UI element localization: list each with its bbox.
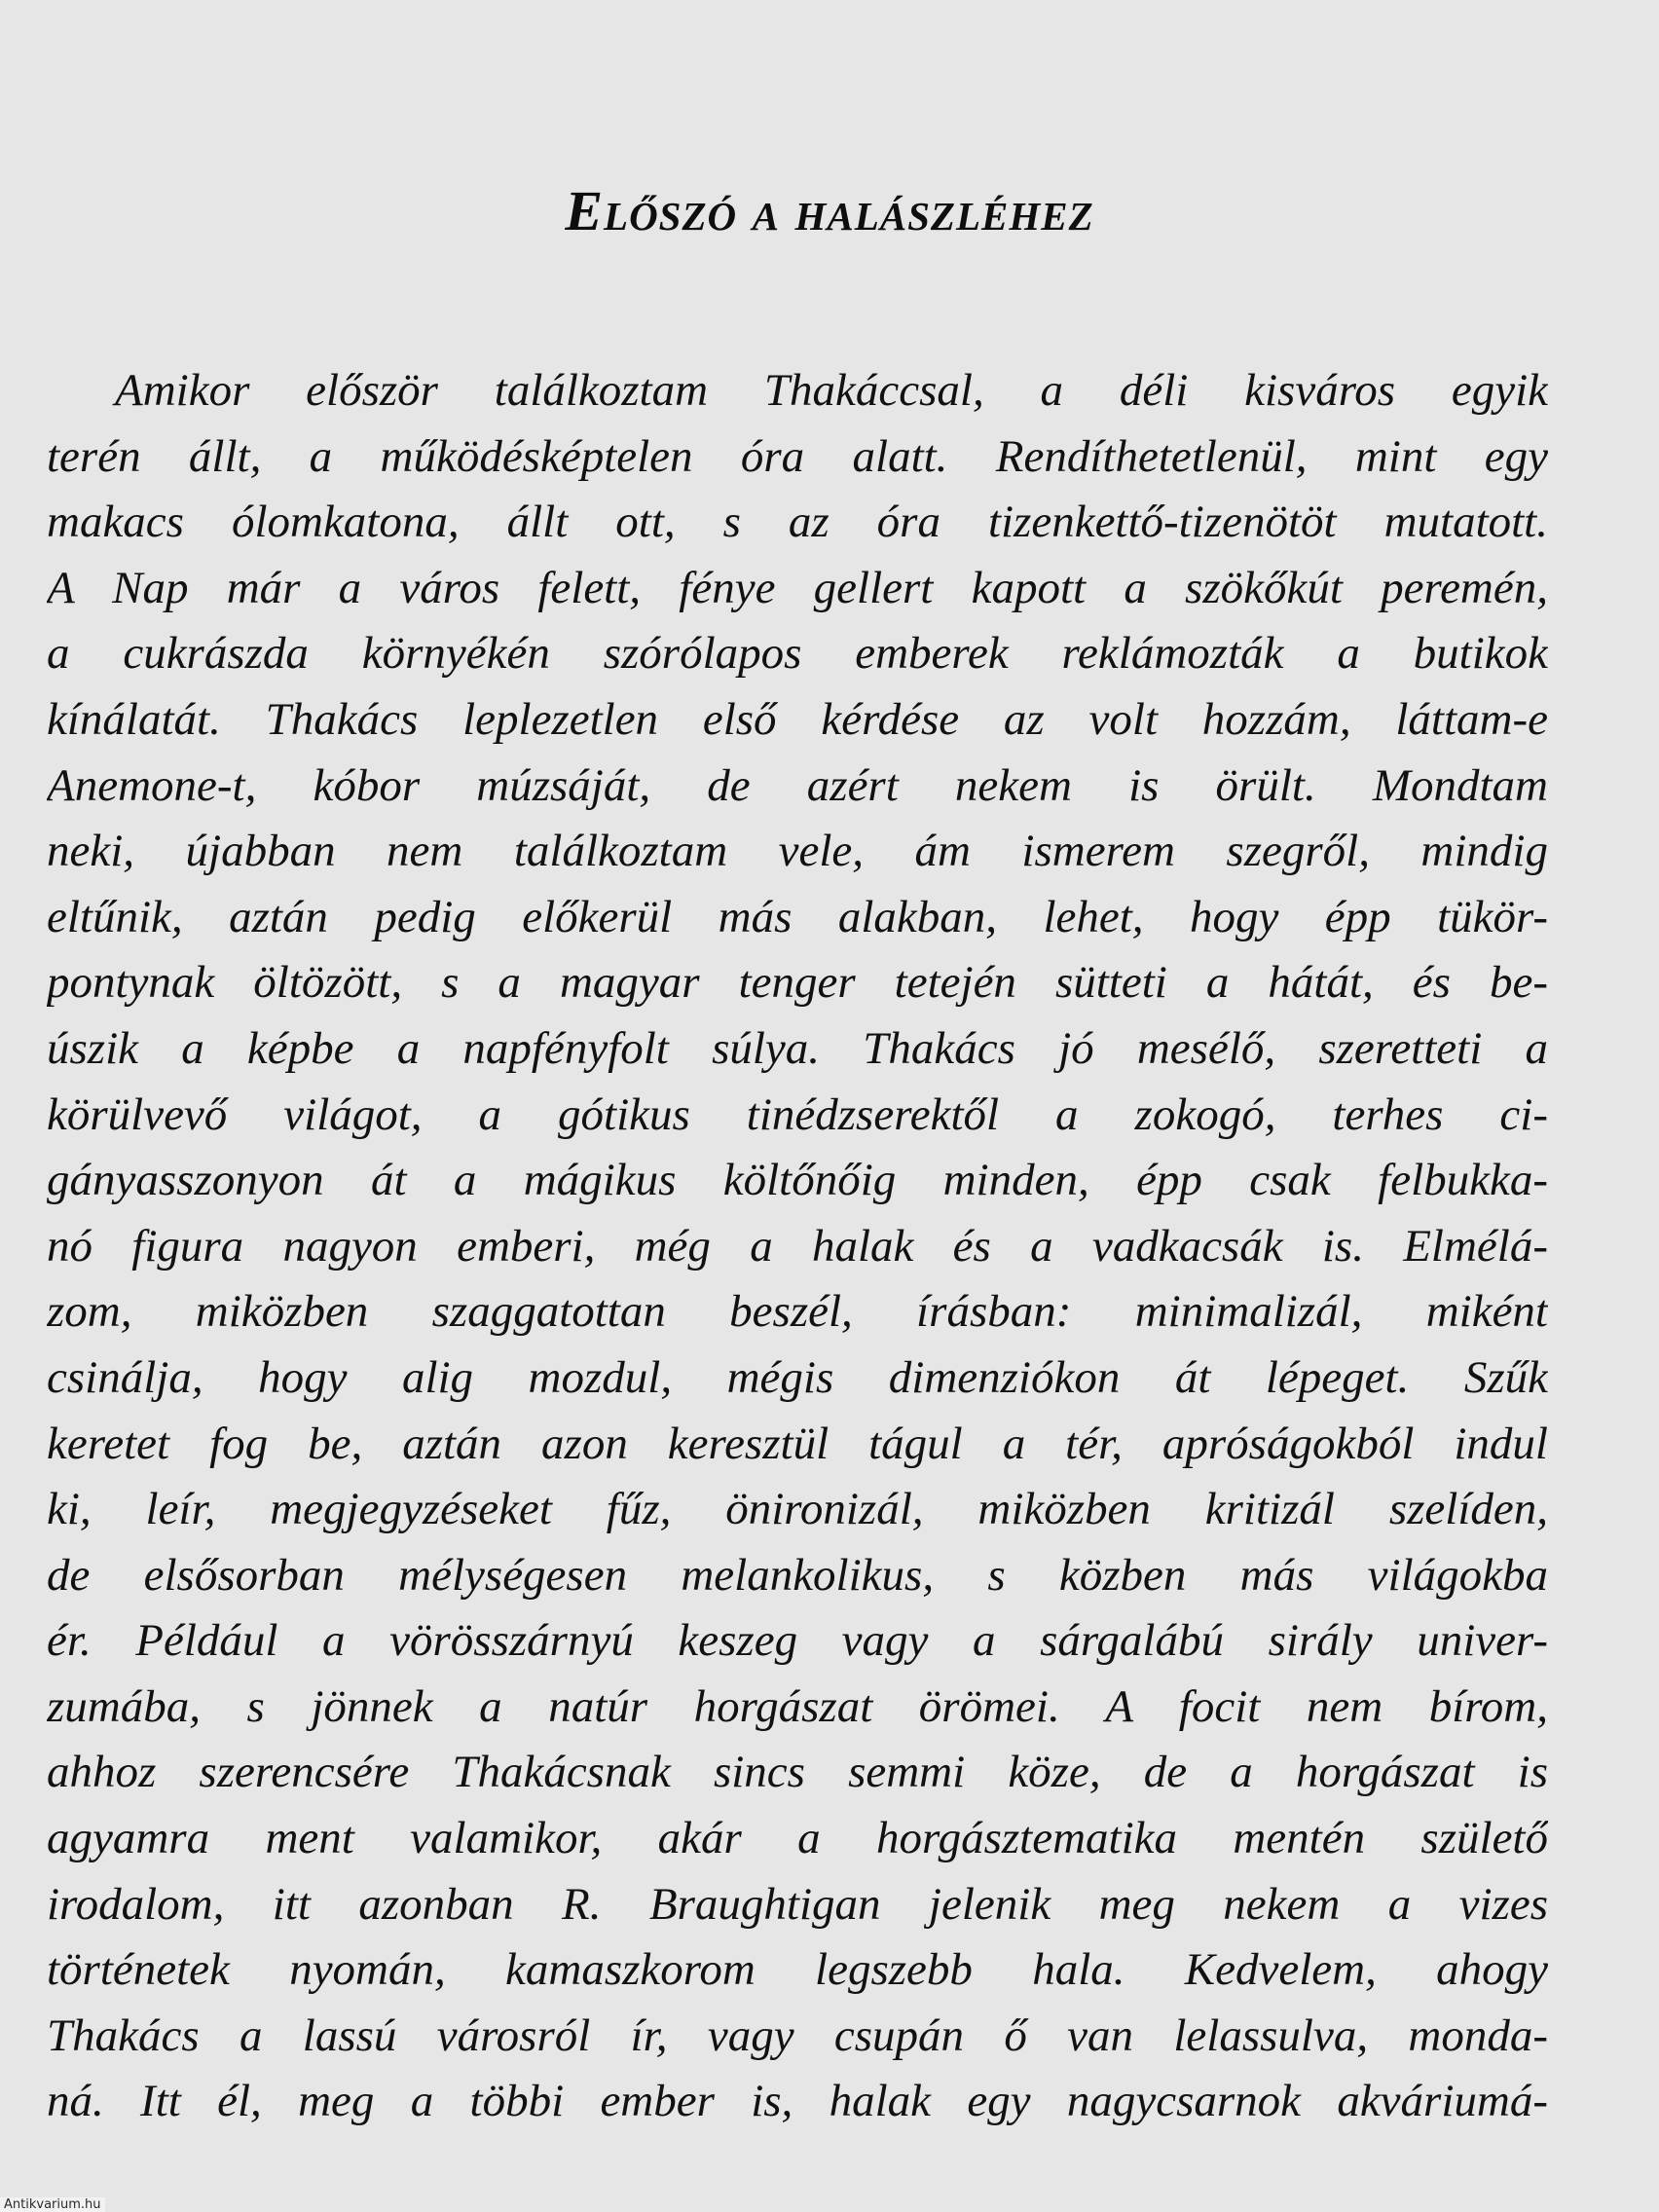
text-line: Amikor először találkoztam Thakáccsal, a déli kisváros egyik	[115, 365, 1548, 416]
chapter-title: Előszó a halászléhez	[565, 179, 1094, 242]
watermark: Antikvarium.hu	[0, 2197, 105, 2212]
text-line: agyamra ment valamikor, akár a horgásztematika mentén születő	[47, 1813, 1548, 1864]
body-text	[47, 358, 1548, 2135]
text-line: terén állt, a működésképtelen óra alatt. Rendíthetetlenül, mint egy	[47, 430, 1548, 482]
text-line: ahhoz szerencsére Thakácsnak sincs semmi köze, de a horgászat is	[47, 1747, 1548, 1798]
text-line: neki, újabban nem találkoztam vele, ám ismerem szegről, mindig	[47, 826, 1548, 877]
text-line: csinálja, hogy alig mozdul, mégis dimenziókon át lépeget. Szűk	[47, 1351, 1548, 1403]
text-line: történetek nyomán, kamaszkorom legszebb hala. Kedvelem, ahogy	[47, 1944, 1548, 1996]
text-line: makacs ólomkatona, állt ott, s az óra tizenkettő-tizenötöt mutatott.	[47, 497, 1548, 548]
text-line: keretet fog be, aztán azon keresztül tágul a tér, apróságokból indul	[47, 1418, 1548, 1469]
text-line: ná. Itt él, meg a többi ember is, halak egy nagycsarnok akváriumá-	[47, 2076, 1548, 2127]
text-line: pontynak öltözött, s a magyar tenger tetején sütteti a hátát, és be-	[47, 957, 1548, 1009]
text-line: A Nap már a város felett, fénye gellert kapott a szökőkút peremén,	[47, 562, 1548, 613]
text-line: de elsősorban mélységesen melankolikus, s közben más világokba	[47, 1549, 1548, 1601]
text-line: ér. Például a vörösszárnyú keszeg vagy a sárgalábú sirály univer-	[47, 1615, 1548, 1667]
text-line: körülvevő világot, a gótikus tinédzserektől a zokogó, terhes ci-	[47, 1088, 1548, 1140]
text-line: kínálatát. Thakács leplezetlen első kérdése az volt hozzám, láttam-e	[47, 693, 1548, 745]
text-line: eltűnik, aztán pedig előkerül más alakban, lehet, hogy épp tükör-	[47, 891, 1548, 942]
text-line: irodalom, itt azonban R. Braughtigan jelenik meg nekem a vizes	[47, 1878, 1548, 1930]
text-line: gányasszonyon át a mágikus költőnőig minden, épp csak felbukka-	[47, 1155, 1548, 1206]
text-line: zumába, s jönnek a natúr horgászat örömei. A focit nem bírom,	[47, 1680, 1548, 1732]
text-line: a cukrászda környékén szórólapos emberek reklámozták a butikok	[47, 628, 1548, 680]
text-line: nó figura nagyon emberi, még a halak és a vadkacsák is. Elmélá-	[47, 1220, 1548, 1272]
text-line: Anemone-t, kóbor múzsáját, de azért nekem is örült. Mondtam	[47, 759, 1548, 811]
text-line: ki, leír, megjegyzéseket fűz, önironizál, miközben kritizál szelíden,	[47, 1484, 1548, 1535]
text-line: zom, miközben szaggatottan beszél, írásban: minimalizál, miként	[47, 1286, 1548, 1338]
text-line: úszik a képbe a napfényfolt súlya. Thakács jó mesélő, szeretteti a	[47, 1022, 1548, 1074]
text-line: Thakács a lassú városról ír, vagy csupán ő van lelassulva, monda-	[47, 2009, 1548, 2061]
